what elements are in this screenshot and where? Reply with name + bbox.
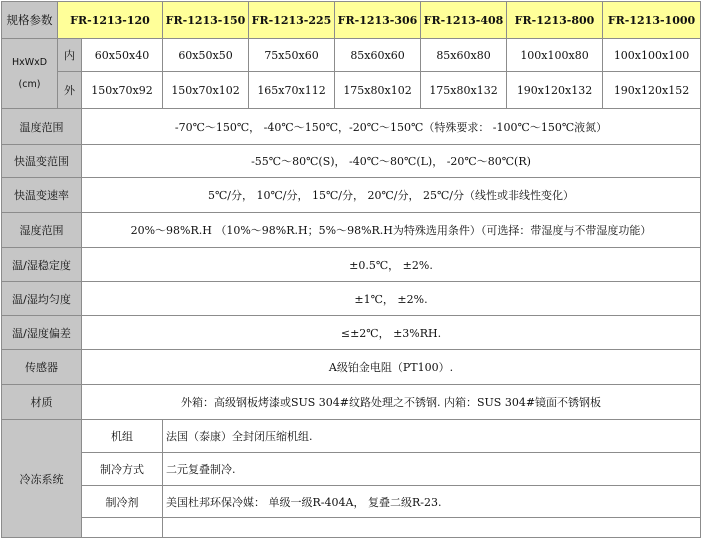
row-value: ±0.5℃， ±2%. (82, 248, 701, 282)
uniformity-row (2, 282, 701, 316)
row-label: 材质 (2, 385, 82, 420)
material-row (2, 385, 701, 420)
model-header: FR-1213-150 (163, 2, 249, 39)
inner-dimension-cell: 85x60x60 (335, 39, 421, 72)
model-header: FR-1213-306 (335, 2, 421, 39)
outer-label: 外 (58, 72, 82, 109)
row-label: 温/湿均匀度 (2, 282, 82, 316)
row-label: 快温变速率 (2, 178, 82, 213)
outer-dimension-cell: 165x70x112 (249, 72, 335, 109)
inner-dimension-cell: 100x100x80 (507, 39, 603, 72)
refrigeration-method-row (2, 453, 701, 486)
inner-dimension-cell: 100x100x100 (603, 39, 701, 72)
row-label: 温/湿度偏差 (2, 316, 82, 350)
outer-dimension-row (2, 72, 701, 109)
row-value: 5℃/分， 10℃/分， 15℃/分， 20℃/分， 25℃/分（线性或非线性变化） (82, 178, 701, 213)
inner-dimension-cell: 85x60x80 (421, 39, 507, 72)
refrigeration-sub-label: 制冷方式 (82, 453, 163, 486)
model-header: FR-1213-120 (58, 2, 163, 39)
spec-param-label: 规格参数 (2, 2, 58, 39)
dimension-label-line2: (cm) (18, 78, 41, 90)
inner-dimension-cell: 60x50x40 (82, 39, 163, 72)
deviation-row (2, 316, 701, 350)
refrigeration-partial-row (2, 518, 701, 538)
refrigeration-sub-value: 二元复叠制冷. (163, 453, 701, 486)
refrigeration-unit-row (2, 420, 701, 453)
refrigeration-sub-label: 机组 (82, 420, 163, 453)
refrigeration-sub-value: 美国杜邦环保冷媒： 单级一级R-404A， 复叠二级R-23. (163, 486, 701, 518)
row-value: ±1℃， ±2%. (82, 282, 701, 316)
sensor-row (2, 350, 701, 385)
spec-table (1, 1, 701, 538)
model-header: FR-1213-1000 (603, 2, 701, 39)
refrigeration-sub-value: 法国（泰康）全封闭压缩机组. (163, 420, 701, 453)
row-value: -55℃～80℃(S)， -40℃～80℃(L)， -20℃～80℃(R) (82, 145, 701, 178)
refrigeration-sub-value-empty (163, 518, 701, 538)
header-row (2, 2, 701, 39)
row-value: -70℃～150℃， -40℃～150℃，-20℃～150℃（特殊要求： -100℃～150℃液氮） (82, 109, 701, 145)
model-header: FR-1213-800 (507, 2, 603, 39)
refrigeration-sub-label-empty (82, 518, 163, 538)
humidity-range-row (2, 213, 701, 248)
outer-dimension-cell: 190x120x152 (603, 72, 701, 109)
outer-dimension-cell: 150x70x92 (82, 72, 163, 109)
inner-dimension-cell: 75x50x60 (249, 39, 335, 72)
refrigerant-row (2, 486, 701, 518)
stability-row (2, 248, 701, 282)
row-label: 湿度范围 (2, 213, 82, 248)
row-label: 温度范围 (2, 109, 82, 145)
row-value: 外箱：高级钢板烤漆或SUS 304#纹路处理之不锈钢. 内箱：SUS 304#镜面不锈钢板 (82, 385, 701, 420)
outer-dimension-cell: 175x80x132 (421, 72, 507, 109)
temperature-range-row (2, 109, 701, 145)
dimension-label (2, 39, 58, 109)
model-header: FR-1213-408 (421, 2, 507, 39)
row-value: ≤±2℃， ±3%RH. (82, 316, 701, 350)
dimension-label-line1: HxWxD (11, 56, 48, 68)
outer-dimension-cell: 190x120x132 (507, 72, 603, 109)
outer-dimension-cell: 150x70x102 (163, 72, 249, 109)
row-label: 温/湿稳定度 (2, 248, 82, 282)
refrigeration-label: 冷冻系统 (2, 420, 82, 538)
model-header: FR-1213-225 (249, 2, 335, 39)
inner-dimension-cell: 60x50x50 (163, 39, 249, 72)
row-label: 快温变范围 (2, 145, 82, 178)
row-value: A级铂金电阻（PT100）. (82, 350, 701, 385)
inner-label: 内 (58, 39, 82, 72)
row-label: 传感器 (2, 350, 82, 385)
rapid-temp-range-row (2, 145, 701, 178)
refrigeration-sub-label: 制冷剂 (82, 486, 163, 518)
inner-dimension-row (2, 39, 701, 72)
rapid-temp-rate-row (2, 178, 701, 213)
outer-dimension-cell: 175x80x102 (335, 72, 421, 109)
row-value: 20%～98%R.H （10%～98%R.H；5%～98%R.H为特殊选用条件）（可选择：带湿度与不带湿度功能） (82, 213, 701, 248)
